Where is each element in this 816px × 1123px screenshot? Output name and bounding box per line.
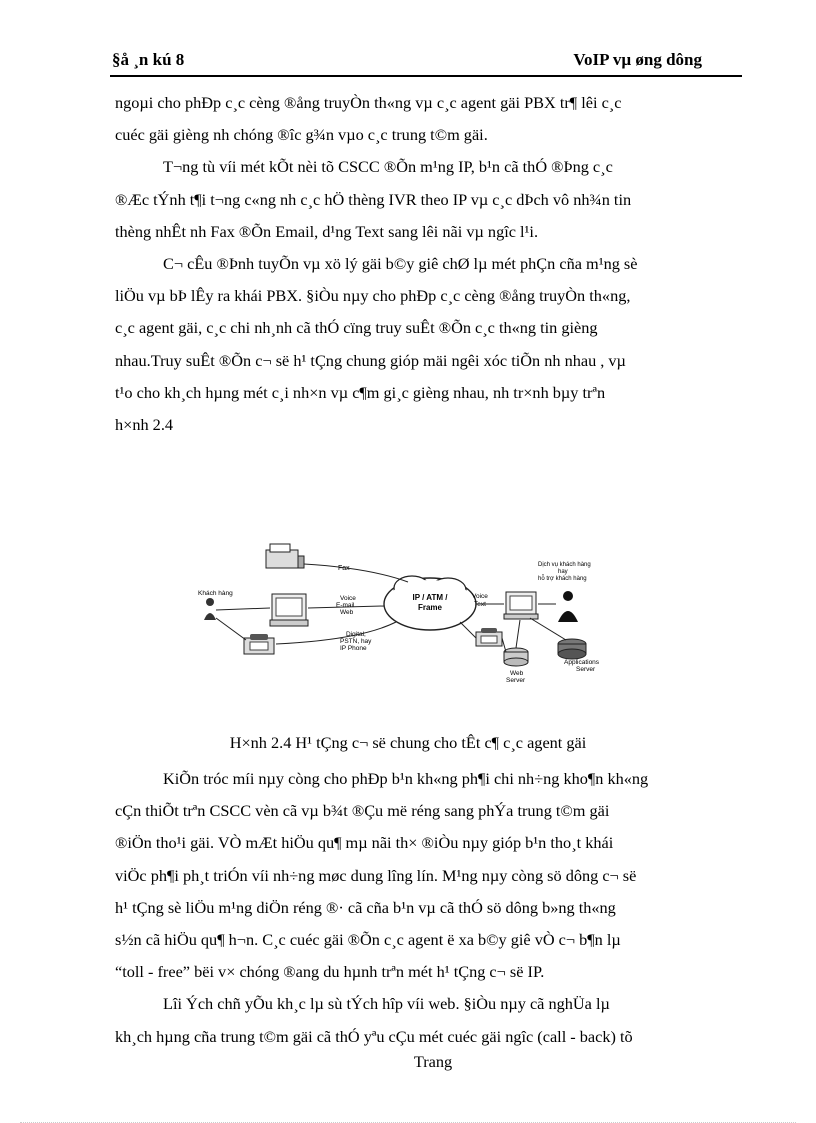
text-line: KiÕn tróc míi nµy còng cho phÐp b¹n kh«ng ph¶i chi nh÷ng kho¶n kh«ng [163,769,649,788]
agent-computer-icon [504,592,538,619]
app-server-label-line1: Applications [564,659,600,666]
network-diagram [180,538,640,698]
applications-server-icon [558,639,586,659]
customer-icon [204,598,216,620]
text-line: Lîi Ých chñ yÕu kh¸c lµ sù tÝch hîp víi web. §iÒu nµy cã nghÜa lµ [163,994,610,1014]
customer-computer-icon [270,594,308,626]
ip-cloud [384,576,476,630]
paragraph-4 [115,763,739,988]
channel-email: E-mail [336,602,355,609]
paragraph-3 [115,248,739,441]
text-line: ngoµi cho phÐp c¸c cèng ®ång truyÒn th«ng vµ c¸c agent gäi PBX tr¶ lêi c¸c [115,93,622,112]
fax-machine-icon [266,544,304,568]
text-line: C¬ cÊu ®Þnh tuyÕn vµ xö lý gäi b©y giê chØ lµ mét phÇn cña m¹ng sè [163,254,638,274]
channel-text: Text [474,601,486,608]
cloud-label-line2: Frame [417,603,443,612]
app-server-label-line2: Server [576,666,596,673]
text-line: ®iÖn tho¹i gäi. VÒ mÆt hiÖu qu¶ mµ nãi th× ®iÒu nµy gióp b¹n tho¸t khái [115,833,614,853]
fax-label: Fax [338,565,350,572]
text-line: h¹ tÇng sè liÖu m¹ng diÖn réng ®· cã cña b¹n vµ cã thÓ sö dông b»ng th«ng [115,897,616,917]
figure-caption: H×nh 2.4 H¹ tÇng c¬ së chung cho tÊt c¶ c¸c agent gäi [229,733,587,752]
body-text-bottom [115,763,739,1053]
web-server-label-line2: Server [506,677,526,684]
web-server-label-line1: Web [510,670,524,677]
header-project: §å ¸n kú 8 [112,50,185,69]
text-line: cÇn thiÕt trªn CSCC vèn cã vµ b¾t ®Çu më réng sang phÝa trung t©m gäi [115,801,610,821]
paragraph-1 [115,87,739,151]
agent-phone-icon [476,628,502,646]
paragraph-5 [115,988,739,1052]
header-title: VoIP vµ øng dông [573,50,702,69]
text-line: cuéc gäi gièng nh chóng ®îc g¾n vµo c¸c trung t©m gäi. [115,125,488,145]
text-line: viÖc ph¶i ph¸t triÓn víi nh÷ng møc dung lîng lín. M¹ng nµy còng sö dông c¬ së [115,865,637,885]
channel-ip-phone: IP Phone [340,645,367,652]
customer-label: Khách hàng [198,590,233,597]
text-line: t¹o cho kh¸ch hµng mét c¸i nh×n vµ c¶m gi¸c gièng nhau, nh tr×nh bµy trªn [115,382,606,402]
channel-pstn: PSTN, hay [340,638,372,645]
channel-voice-left: Voice [340,595,356,602]
text-line: thèng nhÊt nh Fax ®Õn Email, d¹ng Text sang lêi nãi vµ ngîc l¹i. [115,221,539,241]
agent-person-icon [558,591,578,622]
text-line: nhau.Truy suÊt ®Õn c¬ së h¹ tÇng chung gióp mäi ngêi xóc tiÕn nh nhau , vµ [115,350,626,370]
agent-label-line1: Dịch vụ khách hàng [538,562,591,568]
paragraph-2 [115,151,739,248]
text-line: kh¸ch hµng cña trung t©m gäi cã thÓ yªu cÇu mét cuéc gäi ngîc (call - back) tõ [115,1026,633,1046]
web-server-icon [504,648,528,666]
header-rule [110,75,742,77]
channel-web: Web [340,609,354,616]
text-line: s½n cã hiÖu qu¶ h¬n. C¸c cuéc gäi ®Õn c¸c agent ë xa b©y giê vÒ c¬ b¶n lµ [115,930,621,950]
agent-label-line3: hỗ trợ khách hàng [538,576,587,582]
channel-voice-right: Voice [472,593,488,600]
channel-digital: Digital, [346,631,366,638]
cloud-label-line1: IP / ATM / [412,593,448,602]
agent-label-line2: hay [558,569,568,575]
text-line: liÖu vµ bÞ lÊy ra khái PBX. §iÒu nµy cho phÐp c¸c cèng ®ång truyÒn th«ng, [115,286,631,306]
text-line: “toll - free” bëi v× chóng ®ang du hµnh trªn mét h¹ tÇng c¬ së IP. [115,962,545,982]
body-text-top [115,87,739,441]
text-line: T¬ng tù víi mét kÕt nèi tõ CSCC ®Õn m¹ng IP, b¹n cã thÓ ®Þng c¸c [163,157,613,177]
text-line: h×nh 2.4 [115,415,174,435]
page-footer: Trang [413,1052,453,1071]
page-header [112,48,742,76]
customer-phone-icon [244,634,274,654]
text-line: ®Æc tÝnh t¶i t¬ng c«ng nh c¸c hÖ thèng IVR theo IP vµ c¸c dÞch vô nh¾n tin [115,189,632,209]
text-line: c¸c agent gäi, c¸c chi nh¸nh cã thÓ cïng truy suÊt ®Õn c¸c th«ng tin gièng [115,318,598,338]
